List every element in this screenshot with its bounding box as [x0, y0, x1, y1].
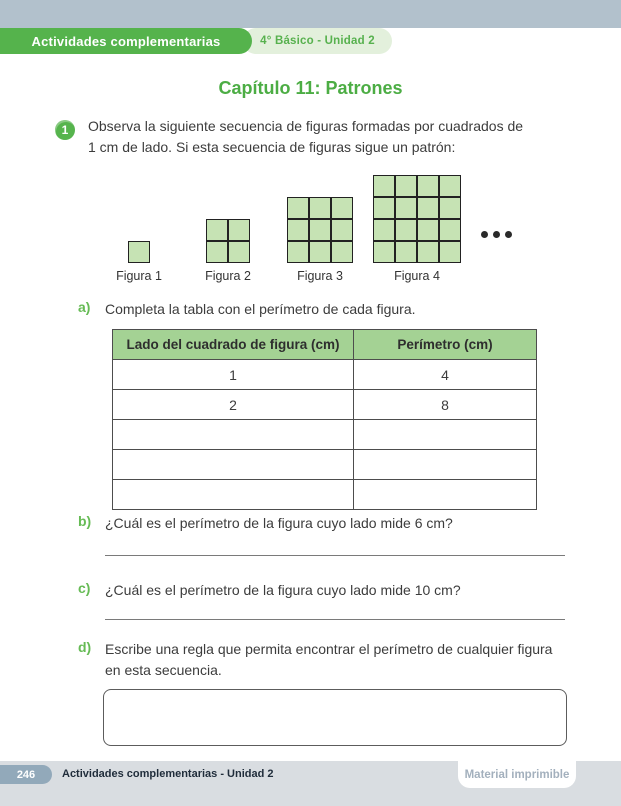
table-cell: 1 — [113, 360, 354, 390]
grid-cell — [373, 241, 395, 263]
part-d-line-2: en esta secuencia. — [105, 662, 222, 678]
ellipsis-icon — [481, 231, 512, 238]
grid-cell — [417, 241, 439, 263]
tab-grade-unit[interactable] — [243, 28, 392, 54]
grid-cell — [228, 219, 250, 241]
table-cell[interactable] — [113, 450, 354, 480]
grid-cell — [395, 175, 417, 197]
grid-cell — [287, 241, 309, 263]
part-d-text — [105, 639, 575, 681]
grid-cell — [128, 241, 150, 263]
footer-bar — [0, 761, 621, 806]
table-row — [113, 390, 537, 420]
figure-label: Figura 4 — [394, 269, 440, 283]
answer-box-d[interactable] — [103, 689, 567, 746]
table-cell: 2 — [113, 390, 354, 420]
footer-title: Actividades complementarias - Unidad 2 — [62, 768, 274, 780]
table-cell[interactable] — [354, 450, 537, 480]
exercise-prompt — [88, 116, 568, 158]
figure-grid — [128, 241, 150, 263]
grid-cell — [395, 197, 417, 219]
grid-cell — [206, 219, 228, 241]
grid-cell — [309, 241, 331, 263]
material-imprimible-label: Material imprimible — [464, 768, 570, 781]
exercise-number-badge: 1 — [55, 120, 75, 140]
part-d-label: d) — [78, 639, 92, 655]
part-b-text: ¿Cuál es el perímetro de la figura cuyo lado mide 6 cm? — [105, 515, 453, 531]
table-cell[interactable] — [113, 420, 354, 450]
table-row — [113, 420, 537, 450]
material-imprimible-button[interactable] — [458, 761, 576, 788]
figure-label: Figura 3 — [297, 269, 343, 283]
part-c-label: c) — [78, 580, 91, 596]
table-header-row — [113, 330, 537, 360]
table-cell[interactable] — [113, 480, 354, 510]
prompt-line-1: Observa la siguiente secuencia de figuras formadas por cuadrados de — [88, 118, 524, 134]
page-title: Capítulo 11: Patrones — [218, 78, 403, 98]
answer-line-c[interactable] — [105, 619, 565, 620]
table-cell[interactable] — [354, 420, 537, 450]
table-cell[interactable] — [354, 480, 537, 510]
grid-cell — [373, 219, 395, 241]
table-row — [113, 450, 537, 480]
top-bar — [0, 0, 621, 28]
grid-cell — [439, 175, 461, 197]
grid-cell — [331, 241, 353, 263]
part-a-text: Completa la tabla con el perímetro de cada figura. — [105, 301, 416, 317]
part-b-label: b) — [78, 513, 92, 529]
part-d-line-1: Escribe una regla que permita encontrar el perímetro de cualquier figura — [105, 641, 553, 657]
grid-cell — [373, 197, 395, 219]
figure-label: Figura 1 — [116, 269, 162, 283]
grid-cell — [331, 197, 353, 219]
answer-line-b[interactable] — [105, 555, 565, 556]
table-row — [113, 360, 537, 390]
grid-cell — [287, 197, 309, 219]
table-header-cell: Lado del cuadrado de figura (cm) — [113, 330, 354, 360]
figure-grid — [287, 197, 353, 263]
figure-grid — [206, 219, 250, 263]
activities-label: Actividades complementarias — [31, 33, 221, 49]
grid-cell — [373, 175, 395, 197]
grid-cell — [439, 197, 461, 219]
grid-cell — [395, 241, 417, 263]
prompt-line-2: 1 cm de lado. Si esta secuencia de figuras sigue un patrón: — [88, 139, 456, 155]
grid-cell — [417, 197, 439, 219]
part-c-text: ¿Cuál es el perímetro de la figura cuyo lado mide 10 cm? — [105, 582, 461, 598]
table-cell: 4 — [354, 360, 537, 390]
grid-cell — [331, 219, 353, 241]
tab-activities[interactable] — [0, 28, 252, 54]
grid-cell — [206, 241, 228, 263]
part-a-label: a) — [78, 299, 91, 315]
grid-cell — [287, 219, 309, 241]
grade-unit-label: 4° Básico - Unidad 2 — [260, 35, 375, 47]
grid-cell — [395, 219, 417, 241]
grid-cell — [417, 175, 439, 197]
grid-cell — [417, 219, 439, 241]
table-cell: 8 — [354, 390, 537, 420]
grid-cell — [228, 241, 250, 263]
perimeter-table — [112, 329, 537, 510]
grid-cell — [439, 241, 461, 263]
table-row — [113, 480, 537, 510]
grid-cell — [439, 219, 461, 241]
table-header-cell: Perímetro (cm) — [354, 330, 537, 360]
figure-grid — [373, 175, 461, 263]
figure-label: Figura 2 — [205, 269, 251, 283]
grid-cell — [309, 197, 331, 219]
page-number-badge: 246 — [0, 765, 52, 784]
grid-cell — [309, 219, 331, 241]
